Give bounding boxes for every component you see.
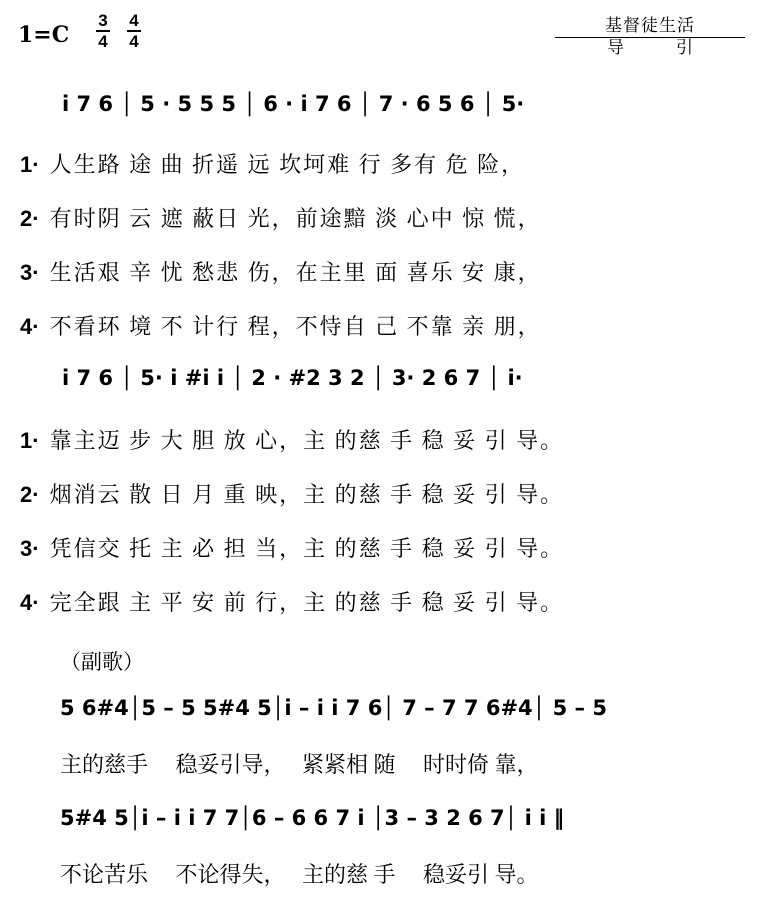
- time-sig-bottom: 4: [129, 32, 139, 51]
- verse-number: 2·: [20, 482, 40, 507]
- chorus-notation-1: 5 6#4│5 – 5 5#4 5│i – i i 7 6│ 7 – 7 7 6#4│ 5 – 5: [60, 696, 607, 720]
- lyric-text: 人生路 途 曲 折遥 远 坎坷难 行 多有 危 险，: [49, 152, 526, 177]
- time-signature-4-4: [125, 12, 143, 50]
- chorus-lyric-2: 不论苦乐 不论得失， 主的慈 手 稳妥引 导。: [60, 862, 539, 887]
- credit-role: 导引: [555, 37, 745, 58]
- lyric-line: [20, 586, 564, 617]
- lyric-line: [20, 310, 542, 341]
- verse-number: 1·: [20, 428, 40, 453]
- time-sig-bottom: 4: [98, 32, 108, 51]
- verse-number: 1·: [20, 152, 40, 177]
- lyric-text: 不看环 境 不 计行 程，不恃自 己 不靠 亲 朋，: [49, 314, 542, 339]
- chorus-notation-2: 5#4 5│i – i i 7 7│6 – 6 6 7 i │3 – 3 2 6 7│ i i ‖: [60, 806, 565, 830]
- credit-source: 基督徒生活: [605, 16, 695, 36]
- time-signature-3-4: [94, 12, 112, 50]
- lyric-text: 完全跟 主 平 安 前 行，主 的慈 手 稳 妥 引 导。: [49, 590, 565, 615]
- lyric-line: [20, 256, 542, 287]
- lyric-text: 靠主迈 步 大 胆 放 心，主 的慈 手 稳 妥 引 导。: [49, 428, 565, 453]
- notation-line-b: i 7 6 │ 5· i #i i │ 2 · #2 3 2 │ 3· 2 6 7 │ i·: [62, 366, 523, 390]
- chorus-lyric-1: 主的慈手 稳妥引导， 紧紧相 随 时时倚 靠，: [60, 752, 539, 777]
- lyric-text: 有时阴 云 遮 蔽日 光，前途黯 淡 心中 惊 慌，: [49, 206, 542, 231]
- time-sig-top: 4: [129, 11, 139, 30]
- lyric-line: [20, 202, 542, 233]
- credit-block: [555, 16, 745, 58]
- verse-number: 2·: [20, 206, 40, 231]
- lyric-text: 烟消云 散 日 月 重 映，主 的慈 手 稳 妥 引 导。: [49, 482, 565, 507]
- lyric-text: 凭信交 托 主 必 担 当，主 的慈 手 稳 妥 引 导。: [49, 536, 565, 561]
- verse-number: 3·: [20, 260, 40, 285]
- verse-number: 4·: [20, 314, 40, 339]
- verse-number: 3·: [20, 536, 40, 561]
- notation-line-a: i 7 6 │ 5 · 5 5 5 │ 6 · i 7 6 │ 7 · 6 5 6 │ 5·: [62, 92, 525, 116]
- verse-number: 4·: [20, 590, 40, 615]
- lyric-line: [20, 148, 525, 179]
- lyric-line: [20, 424, 564, 455]
- key-signature: 1=C: [18, 22, 70, 48]
- lyric-text: 生活艰 辛 忧 愁悲 伤，在主里 面 喜乐 安 康，: [49, 260, 542, 285]
- lyric-line: [20, 478, 564, 509]
- lyric-line: [20, 532, 564, 563]
- time-sig-top: 3: [98, 11, 108, 30]
- chorus-label: （副歌）: [60, 650, 144, 674]
